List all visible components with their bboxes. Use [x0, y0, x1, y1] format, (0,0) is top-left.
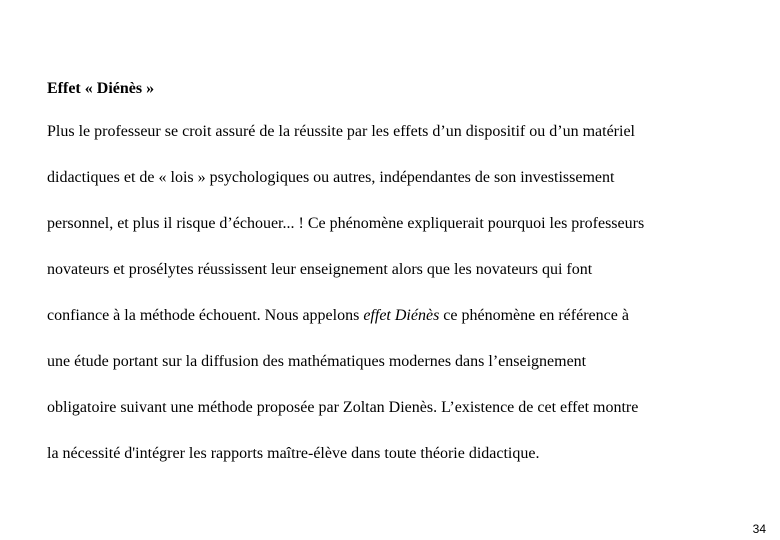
- text-line: une étude portant sur la diffusion des mathématiques modernes dans l’enseignement: [47, 353, 587, 370]
- page-number: 34: [752, 522, 766, 536]
- text-line: la nécessité d'intégrer les rapports maître-élève dans toute théorie didactique.: [47, 445, 540, 462]
- section-title: Effet « Diénès »: [47, 80, 155, 97]
- text-line: personnel, et plus il risque d’échouer... ! Ce phénomène expliquerait pourquoi les professeurs: [47, 215, 645, 232]
- text-segment: confiance à la méthode échouent. Nous appelons: [47, 307, 364, 324]
- body-paragraph: [47, 121, 747, 489]
- text-segment: ce phénomène en référence à: [439, 307, 629, 324]
- text-line: novateurs et prosélytes réussissent leur enseignement alors que les novateurs qui font: [47, 261, 593, 278]
- text-line: didactiques et de « lois » psychologiques ou autres, indépendantes de son investissement: [47, 169, 615, 186]
- text-line: obligatoire suivant une méthode proposée par Zoltan Dienès. L’existence de cet effet montre: [47, 399, 639, 416]
- text-line: [47, 305, 747, 351]
- italic-term: effet Diénès: [363, 307, 440, 324]
- text-line: Plus le professeur se croit assuré de la réussite par les effets d’un dispositif ou d’un matériel: [47, 123, 635, 140]
